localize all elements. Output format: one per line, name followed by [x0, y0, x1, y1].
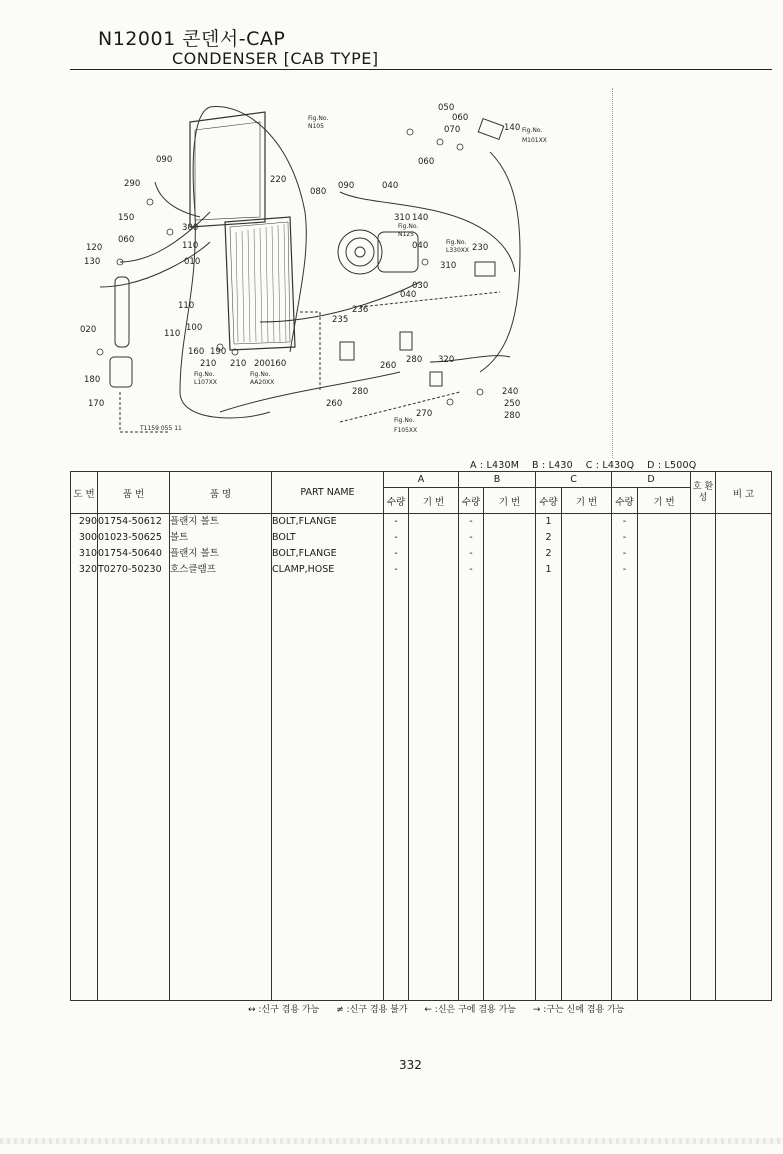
- callout-label: 235: [332, 315, 349, 325]
- parts-table: [70, 471, 772, 1001]
- col-ref-no: 도 번: [71, 472, 98, 514]
- callout-label: 200: [254, 359, 271, 369]
- cell-name-en: BOLT,FLANGE: [272, 546, 384, 562]
- callout-label: 080: [310, 187, 327, 197]
- callout-label: AA20XX: [250, 379, 275, 386]
- callout-label: 280: [504, 411, 521, 421]
- cell-qc: 1: [536, 562, 562, 578]
- parts-table-body: [71, 514, 772, 1001]
- col-c-qty: 수량: [536, 488, 562, 514]
- cell-qc: 2: [536, 546, 562, 562]
- callout-label: Fig.No.: [194, 371, 215, 378]
- col-interchange: 호 환 성: [691, 472, 716, 514]
- callout-label: Fig.No.: [398, 223, 419, 230]
- callout-label: 110: [178, 301, 195, 311]
- cell-qd: -: [612, 530, 638, 546]
- cell-qa: -: [384, 530, 409, 546]
- callout-label: 100: [186, 323, 203, 333]
- callout-label: 240: [502, 387, 519, 397]
- callout-label: 210: [200, 359, 217, 369]
- callout-label: T1159 055 11: [140, 425, 182, 432]
- footnote-item: ≠ :신구 겸용 불가: [336, 1005, 408, 1015]
- callout-label: 130: [84, 257, 101, 267]
- callout-label: 140: [412, 213, 429, 223]
- cell-empty: [691, 530, 716, 546]
- col-group-d: D: [612, 472, 691, 488]
- col-group-b: B: [459, 472, 536, 488]
- callout-label: Fig.No.: [394, 417, 415, 424]
- callout-label: 150: [118, 213, 135, 223]
- cell-name-kr: 플랜지 볼트: [170, 514, 272, 531]
- cell-empty: [716, 562, 772, 578]
- cell-empty: [484, 562, 536, 578]
- interchange-legend: [248, 1002, 638, 1015]
- cell-name-en: BOLT,FLANGE: [272, 514, 384, 531]
- callout-label: 060: [118, 235, 135, 245]
- cell-empty: [484, 530, 536, 546]
- col-remarks: 비 고: [716, 472, 772, 514]
- footnote-item: ↔ :신구 겸용 가능: [248, 1005, 320, 1015]
- callout-label: 090: [338, 181, 355, 191]
- cell-part-no: 01023-50625: [98, 530, 170, 546]
- cell-qd: -: [612, 514, 638, 531]
- callout-label: 260: [380, 361, 397, 371]
- page-title: N12001 콘덴서-CAP: [98, 28, 286, 50]
- page-subtitle: CONDENSER [CAB TYPE]: [172, 49, 379, 68]
- callout-label: 040: [400, 290, 417, 300]
- cell-empty: [638, 514, 691, 531]
- callout-label: 230: [472, 243, 489, 253]
- cell-part-no: 01754-50612: [98, 514, 170, 531]
- col-part-no: 품 번: [98, 472, 170, 514]
- callout-label: 040: [412, 241, 429, 251]
- cell-qd: -: [612, 546, 638, 562]
- filler-row: [71, 578, 772, 1001]
- callout-label: M101XX: [522, 137, 547, 144]
- cell-empty: [691, 546, 716, 562]
- callout-label: 270: [416, 409, 433, 419]
- callout-label: 300: [182, 223, 199, 233]
- callout-label: F105XX: [394, 427, 418, 434]
- callout-label: 030: [412, 281, 429, 291]
- callout-label: 170: [88, 399, 105, 409]
- callout-label: Fig.No.: [446, 239, 467, 246]
- callout-label: 320: [438, 355, 455, 365]
- cell-qd: -: [612, 562, 638, 578]
- callout-label: Fig.No.: [308, 115, 329, 122]
- callout-label: Fig.No.: [250, 371, 271, 378]
- col-d-machine: 기 번: [638, 488, 691, 514]
- scan-artifact: [0, 1138, 783, 1144]
- col-b-machine: 기 번: [484, 488, 536, 514]
- callout-label: 236: [352, 305, 369, 315]
- cell-qa: -: [384, 546, 409, 562]
- cell-empty: [638, 546, 691, 562]
- table-row: [71, 530, 772, 546]
- footnote-item: ← :신은 구에 겸용 가능: [424, 1005, 516, 1015]
- callout-label: 090: [156, 155, 173, 165]
- col-b-qty: 수량: [459, 488, 484, 514]
- cell-qa: -: [384, 562, 409, 578]
- page-number: 332: [399, 1058, 422, 1072]
- callout-label: 040: [382, 181, 399, 191]
- callout-label: L330XX: [446, 247, 470, 254]
- diagram-svg: [60, 92, 550, 452]
- cell-name-en: BOLT: [272, 530, 384, 546]
- cell-qb: -: [459, 514, 484, 531]
- cell-empty: [691, 514, 716, 531]
- cell-empty: [484, 546, 536, 562]
- cell-empty: [409, 546, 459, 562]
- cell-name-kr: 플랜지 볼트: [170, 546, 272, 562]
- cell-qc: 1: [536, 514, 562, 531]
- callout-label: 120: [86, 243, 103, 253]
- cell-empty: [562, 514, 612, 531]
- cell-empty: [409, 530, 459, 546]
- cell-qc: 2: [536, 530, 562, 546]
- callout-label: 180: [84, 375, 101, 385]
- callout-label: 020: [80, 325, 97, 335]
- cell-ref: 290: [71, 514, 98, 531]
- callout-label: 160: [188, 347, 205, 357]
- col-part-name-en: PART NAME: [272, 472, 384, 514]
- cell-qb: -: [459, 562, 484, 578]
- cell-empty: [409, 514, 459, 531]
- col-d-qty: 수량: [612, 488, 638, 514]
- cell-ref: 320: [71, 562, 98, 578]
- callout-label: 310: [394, 213, 411, 223]
- col-group-a: A: [384, 472, 459, 488]
- callout-label: 190: [210, 347, 227, 357]
- cell-name-en: CLAMP,HOSE: [272, 562, 384, 578]
- callout-label: 220: [270, 175, 287, 185]
- cell-empty: [562, 530, 612, 546]
- callout-label: 280: [352, 387, 369, 397]
- cell-qb: -: [459, 546, 484, 562]
- cell-empty: [638, 530, 691, 546]
- dotted-divider: [612, 88, 613, 458]
- callout-label: 010: [184, 257, 201, 267]
- cell-empty: [716, 546, 772, 562]
- cell-empty: [562, 562, 612, 578]
- callout-label: N105: [308, 123, 324, 130]
- callout-label: 260: [326, 399, 343, 409]
- callout-label: Fig.No.: [522, 127, 543, 134]
- cell-empty: [716, 514, 772, 531]
- col-a-qty: 수량: [384, 488, 409, 514]
- col-c-machine: 기 번: [562, 488, 612, 514]
- cell-part-no: 01754-50640: [98, 546, 170, 562]
- exploded-parts-diagram: [60, 92, 550, 452]
- callout-label: 060: [452, 113, 469, 123]
- cell-empty: [716, 530, 772, 546]
- model-legend: A : L430M B : L430 C : L430Q D : L500Q: [470, 460, 697, 471]
- cell-qb: -: [459, 530, 484, 546]
- callout-label: 050: [438, 103, 455, 113]
- callout-label: 140: [504, 123, 521, 133]
- cell-name-kr: 호스클램프: [170, 562, 272, 578]
- callout-label: L107XX: [194, 379, 218, 386]
- callout-label: N125: [398, 231, 414, 238]
- cell-empty: [484, 514, 536, 531]
- footnote-item: → :구는 신에 겸용 가능: [532, 1005, 625, 1015]
- col-group-c: C: [536, 472, 612, 488]
- callout-label: 290: [124, 179, 141, 189]
- callout-label: 060: [418, 157, 435, 167]
- cell-empty: [562, 546, 612, 562]
- cell-empty: [691, 562, 716, 578]
- table-row: [71, 546, 772, 562]
- callout-label: 160: [270, 359, 287, 369]
- cell-empty: [638, 562, 691, 578]
- cell-qa: -: [384, 514, 409, 531]
- callout-label: 110: [182, 241, 199, 251]
- callout-label: 310: [440, 261, 457, 271]
- header-rule: [70, 69, 772, 70]
- callout-label: 280: [406, 355, 423, 365]
- cell-ref: 300: [71, 530, 98, 546]
- callout-label: 070: [444, 125, 461, 135]
- callout-label: 110: [164, 329, 181, 339]
- table-row: [71, 514, 772, 531]
- table-row: [71, 562, 772, 578]
- col-part-name-kr: 품 명: [170, 472, 272, 514]
- callout-label: 250: [504, 399, 521, 409]
- cell-part-no: T0270-50230: [98, 562, 170, 578]
- cell-empty: [409, 562, 459, 578]
- callout-label: 210: [230, 359, 247, 369]
- cell-name-kr: 볼트: [170, 530, 272, 546]
- cell-ref: 310: [71, 546, 98, 562]
- col-a-machine: 기 번: [409, 488, 459, 514]
